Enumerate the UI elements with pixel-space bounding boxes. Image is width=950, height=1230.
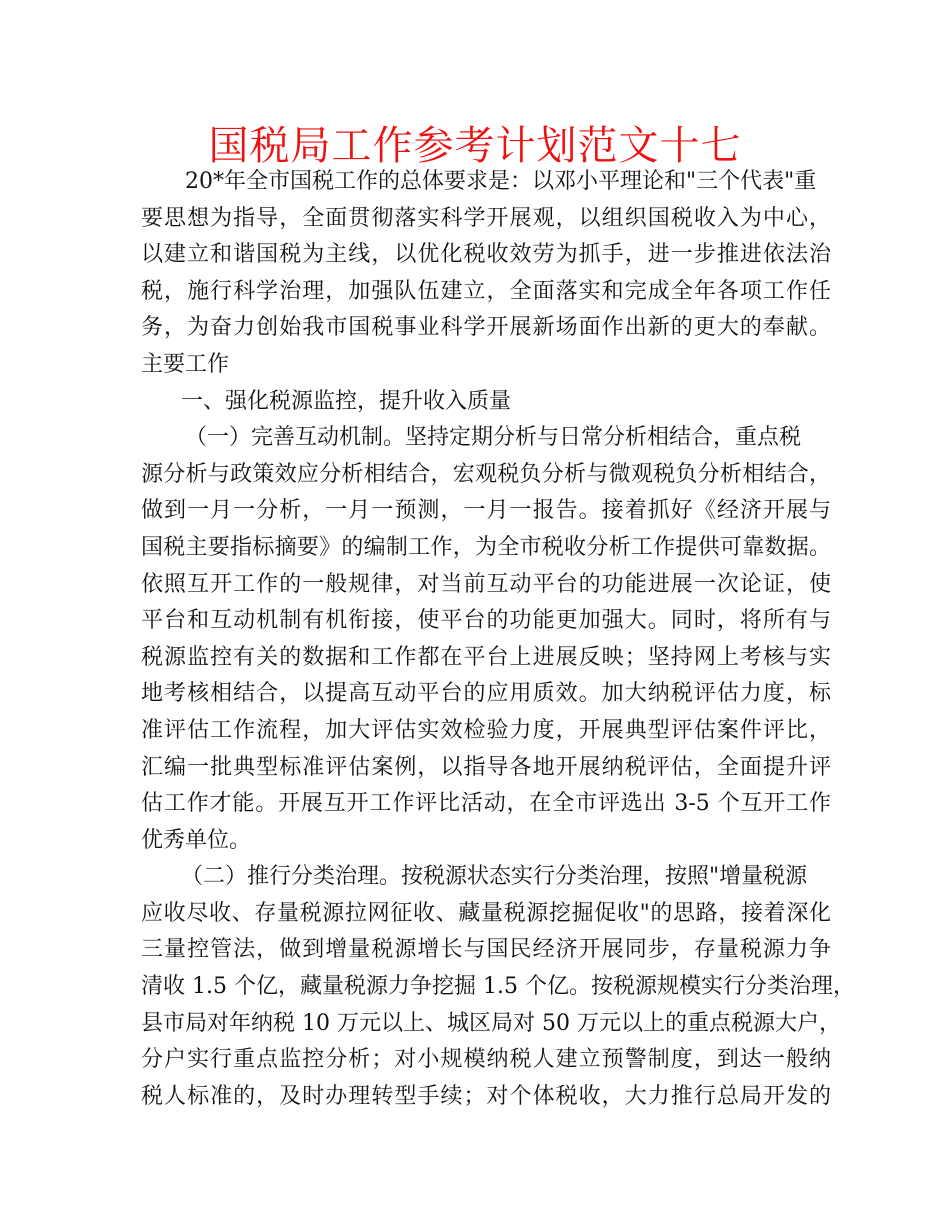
paragraph-line: 汇编一批典型标准评估案例，以指导各地开展纳税评估，全面提升评 bbox=[141, 754, 831, 780]
paragraph-line: （二）推行分类治理。按税源状态实行分类治理，按照"增量税源 bbox=[181, 864, 808, 890]
paragraph-line: 应收尽收、存量税源拉网征收、藏量税源挖掘促收"的思路，接着深化 bbox=[141, 900, 831, 926]
paragraph-line: 20*年全市国税工作的总体要求是：以邓小平理论和"三个代表"重 bbox=[185, 169, 817, 194]
paragraph-line: 清收 1.5 个亿，藏量税源力争挖掘 1.5 个亿。按税源规模实行分类治理， bbox=[141, 974, 855, 1000]
paragraph-line: 分户实行重点监控分析；对小规模纳税人建立预警制度，到达一般纳 bbox=[141, 1047, 831, 1073]
section-heading: 主要工作 bbox=[141, 351, 230, 377]
document-body bbox=[141, 164, 855, 1115]
paragraph-line: 源分析与政策效应分析相结合，宏观税负分析与微观税负分析相结合， bbox=[141, 461, 831, 487]
paragraph-line: 做到一月一分析，一月一预测，一月一报告。接着抓好《经济开展与 bbox=[141, 498, 831, 524]
paragraph-line: 以建立和谐国税为主线，以优化税收效劳为抓手，进一步推进依法治 bbox=[141, 242, 831, 268]
paragraph-line: 税人标准的，及时办理转型手续；对个体税收，大力推行总局开发的 bbox=[141, 1083, 831, 1109]
paragraph-line: 估工作才能。开展互开工作评比活动，在全市评选出 3-5 个互开工作 bbox=[141, 791, 831, 817]
paragraph-line: 税，施行科学治理，加强队伍建立，全面落实和完成全年各项工作任 bbox=[141, 278, 831, 304]
paragraph-line: 地考核相结合，以提高互动平台的应用质效。加大纳税评估力度，标 bbox=[141, 681, 831, 707]
paragraph-line: 县市局对年纳税 10 万元以上、城区局对 50 万元以上的重点税源大户， bbox=[141, 1010, 841, 1036]
subsection-heading: 一、强化税源监控，提升收入质量 bbox=[181, 388, 512, 414]
paragraph-line: 三量控管法，做到增量税源增长与国民经济开展同步，存量税源力争 bbox=[141, 937, 831, 963]
paragraph-line: 依照互开工作的一般规律，对当前互动平台的功能进展一次论证，使 bbox=[141, 571, 831, 597]
paragraph-line: 平台和互动机制有机衔接，使平台的功能更加强大。同时，将所有与 bbox=[141, 608, 831, 634]
paragraph-line: 要思想为指导，全面贯彻落实科学开展观，以组织国税收入为中心， bbox=[141, 205, 831, 231]
document-title: 国税局工作参考计划范文十七 bbox=[208, 123, 742, 169]
paragraph-line: 务，为奋力创始我市国税事业科学开展新场面作出新的更大的奉献。 bbox=[141, 315, 831, 341]
paragraph-line: 优秀单位。 bbox=[141, 827, 252, 853]
paragraph-line: 税源监控有关的数据和工作都在平台上进展反映；坚持网上考核与实 bbox=[141, 644, 831, 670]
paragraph-line: 国税主要指标摘要》的编制工作，为全市税收分析工作提供可靠数据。 bbox=[141, 534, 831, 560]
paragraph-line: 准评估工作流程，加大评估实效检验力度，开展典型评估案件评比， bbox=[141, 717, 831, 743]
paragraph-line: （一）完善互动机制。坚持定期分析与日常分析相结合，重点税 bbox=[185, 425, 802, 451]
